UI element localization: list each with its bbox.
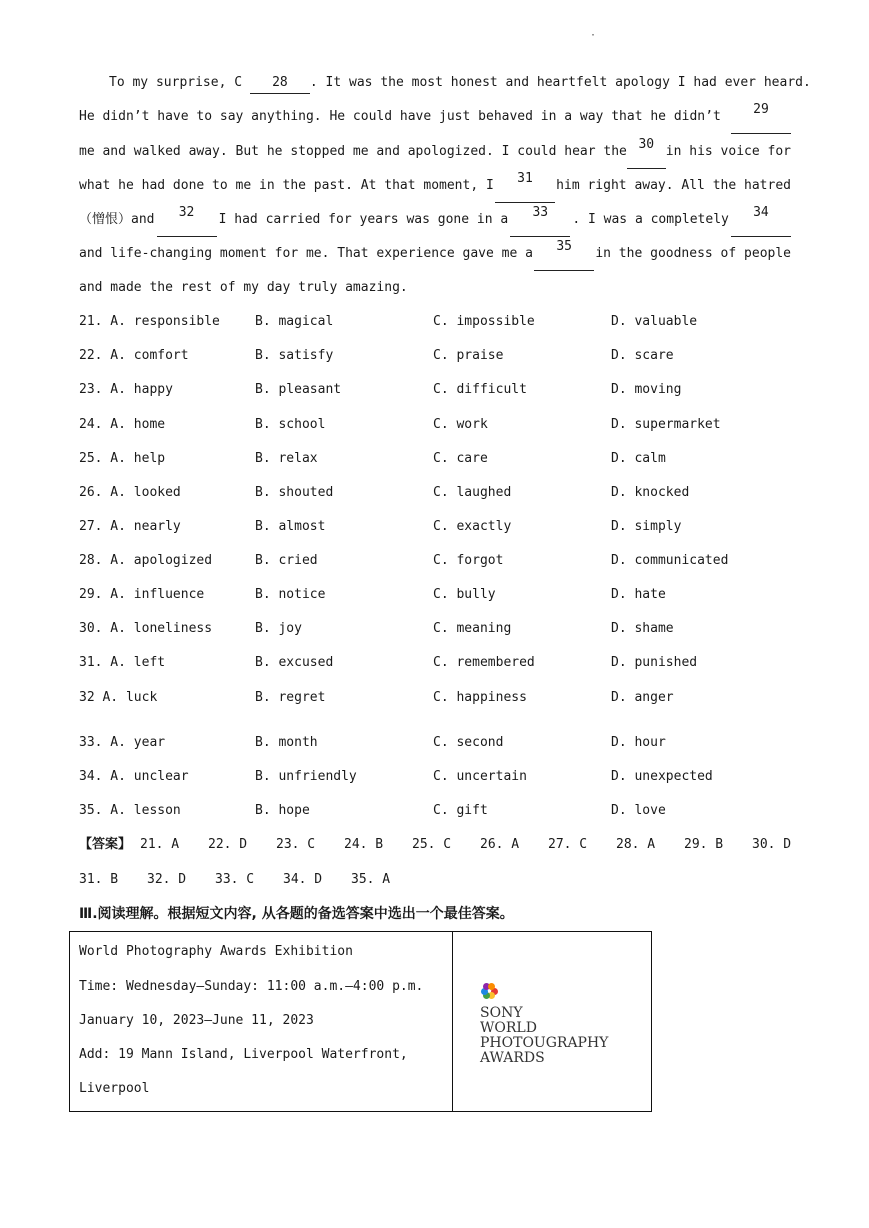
exhibition-ad-table <box>69 931 652 1112</box>
answer-item: 26. A <box>480 837 520 852</box>
option-c: C. bully <box>433 587 496 602</box>
option-b: B. shouted <box>255 485 334 500</box>
option-c: C. gift <box>433 803 488 818</box>
blank-29: 29 <box>731 100 791 134</box>
ad-title: World Photography Awards Exhibition <box>79 944 353 959</box>
option-c: C. forgot <box>433 553 504 568</box>
option-c: C. laughed <box>433 485 512 500</box>
option-a: 28. A. apologized <box>79 553 213 568</box>
option-b: B. month <box>255 735 318 750</box>
passage-text: I had carried for years was gone in a <box>218 212 509 227</box>
option-b: B. school <box>255 417 326 432</box>
passage-line-4 <box>79 169 791 203</box>
answer-item: 22. D <box>208 837 248 852</box>
option-a: 23. A. happy <box>79 382 173 397</box>
answer-item: 21. A <box>140 837 180 852</box>
passage-line-3 <box>79 135 791 169</box>
passage-text: him right away. All the hatred <box>556 178 791 193</box>
option-b: B. hope <box>255 803 310 818</box>
passage-text: （憎恨）and <box>79 212 155 227</box>
option-a: 24. A. home <box>79 417 166 432</box>
option-d: D. love <box>611 803 666 818</box>
blank-30: 30 <box>627 135 666 169</box>
blank-35: 35 <box>534 237 594 271</box>
ad-address: Add: 19 Mann Island, Liverpool Waterfront, <box>79 1047 408 1062</box>
answer-item: 23. C <box>276 837 316 852</box>
passage-text: in his voice for <box>665 144 791 159</box>
answer-row-1 <box>79 833 791 857</box>
passage-text: To my surprise, C <box>109 75 243 90</box>
option-a: 22. A. comfort <box>79 348 189 363</box>
ad-info-cell <box>70 932 453 1111</box>
ad-time: Time: Wednesday—Sunday: 11:00 a.m.—4:00 p.m. <box>79 979 424 994</box>
passage-line-2 <box>79 100 791 134</box>
option-b: B. almost <box>255 519 326 534</box>
answer-item: 31. B <box>79 872 119 887</box>
option-a: 27. A. nearly <box>79 519 181 534</box>
option-d: D. shame <box>611 621 674 636</box>
option-a: 26. A. looked <box>79 485 181 500</box>
option-c: C. meaning <box>433 621 512 636</box>
option-d: D. punished <box>611 655 698 670</box>
blank-32: 32 <box>157 203 217 237</box>
option-c: C. work <box>433 417 488 432</box>
option-b: B. cried <box>255 553 318 568</box>
blank-31: 31 <box>495 169 555 203</box>
passage-line-5 <box>79 203 791 237</box>
passage-text: . It was the most honest and heartfelt apology I had ever heard. <box>309 75 811 90</box>
option-b: B. pleasant <box>255 382 342 397</box>
answer-item: 29. B <box>684 837 724 852</box>
answer-item: 34. D <box>283 872 323 887</box>
option-a: 21. A. responsible <box>79 314 220 329</box>
option-c: C. impossible <box>433 314 535 329</box>
option-b: B. joy <box>255 621 302 636</box>
answer-item: 35. A <box>351 872 391 887</box>
blank-34: 34 <box>731 203 791 237</box>
passage-text: me and walked away. But he stopped me and apologized. I could hear the <box>79 144 627 159</box>
option-d: D. supermarket <box>611 417 721 432</box>
passage-line-1 <box>79 66 811 100</box>
option-a: 35. A. lesson <box>79 803 181 818</box>
option-d: D. knocked <box>611 485 690 500</box>
logo-line: PHOTOUGRAPHY <box>480 1035 609 1051</box>
option-b: B. relax <box>255 451 318 466</box>
option-b: B. excused <box>255 655 334 670</box>
option-d: D. unexpected <box>611 769 713 784</box>
passage-text: and life-changing moment for me. That experience gave me a <box>79 246 533 261</box>
option-c: C. difficult <box>433 382 527 397</box>
answer-item: 32. D <box>147 872 187 887</box>
option-b: B. regret <box>255 690 326 705</box>
answer-item: 28. A <box>616 837 656 852</box>
ad-address-city: Liverpool <box>79 1081 150 1096</box>
option-b: B. magical <box>255 314 334 329</box>
logo-line: SONY <box>480 1005 523 1021</box>
option-c: C. care <box>433 451 488 466</box>
option-d: D. valuable <box>611 314 698 329</box>
sony-awards-logo <box>480 982 608 1066</box>
logo-line: WORLD <box>480 1020 537 1036</box>
option-c: C. second <box>433 735 504 750</box>
blank-33: 33 <box>510 203 570 237</box>
section-title: Ⅲ.阅读理解。根据短文内容, 从各题的备选答案中选出一个最佳答案。 <box>79 906 514 922</box>
option-a: 31. A. left <box>79 655 166 670</box>
option-c: C. exactly <box>433 519 512 534</box>
option-b: B. satisfy <box>255 348 334 363</box>
answer-row-2 <box>79 868 791 892</box>
option-d: D. moving <box>611 382 682 397</box>
option-d: D. simply <box>611 519 682 534</box>
option-c: C. remembered <box>433 655 535 670</box>
passage-text: what he had done to me in the past. At that moment, I <box>79 178 494 193</box>
option-b: B. unfriendly <box>255 769 357 784</box>
option-c: C. uncertain <box>433 769 527 784</box>
option-a: 30. A. loneliness <box>79 621 213 636</box>
answer-item: 24. B <box>344 837 384 852</box>
page-dot: · <box>590 30 597 41</box>
ad-dates: January 10, 2023—June 11, 2023 <box>79 1013 314 1028</box>
option-a: 32 A. luck <box>79 690 158 705</box>
answer-item: 33. C <box>215 872 255 887</box>
option-d: D. scare <box>611 348 674 363</box>
answer-item: 25. C <box>412 837 452 852</box>
blank-28: 28 <box>250 73 310 94</box>
option-c: C. happiness <box>433 690 527 705</box>
passage-text: . I was a completely <box>572 212 729 227</box>
option-d: D. anger <box>611 690 674 705</box>
option-a: 33. A. year <box>79 735 166 750</box>
option-c: C. praise <box>433 348 504 363</box>
option-a: 29. A. influence <box>79 587 205 602</box>
passage-line-7 <box>79 271 791 305</box>
option-a: 34. A. unclear <box>79 769 189 784</box>
passage-text: in the goodness of people <box>595 246 791 261</box>
option-d: D. hate <box>611 587 666 602</box>
flower-icon <box>480 982 498 1000</box>
option-d: D. communicated <box>611 553 729 568</box>
option-d: D. hour <box>611 735 666 750</box>
answer-label: 【答案】 <box>79 837 132 852</box>
answer-item: 30. D <box>752 837 792 852</box>
passage-text: He didn’t have to say anything. He could have just behaved in a way that he didn’t <box>79 109 721 124</box>
logo-line: AWARDS <box>480 1050 545 1066</box>
option-d: D. calm <box>611 451 666 466</box>
passage-line-6 <box>79 237 791 271</box>
option-a: 25. A. help <box>79 451 166 466</box>
passage-text: and made the rest of my day truly amazing. <box>79 280 408 295</box>
option-b: B. notice <box>255 587 326 602</box>
answer-item: 27. C <box>548 837 588 852</box>
